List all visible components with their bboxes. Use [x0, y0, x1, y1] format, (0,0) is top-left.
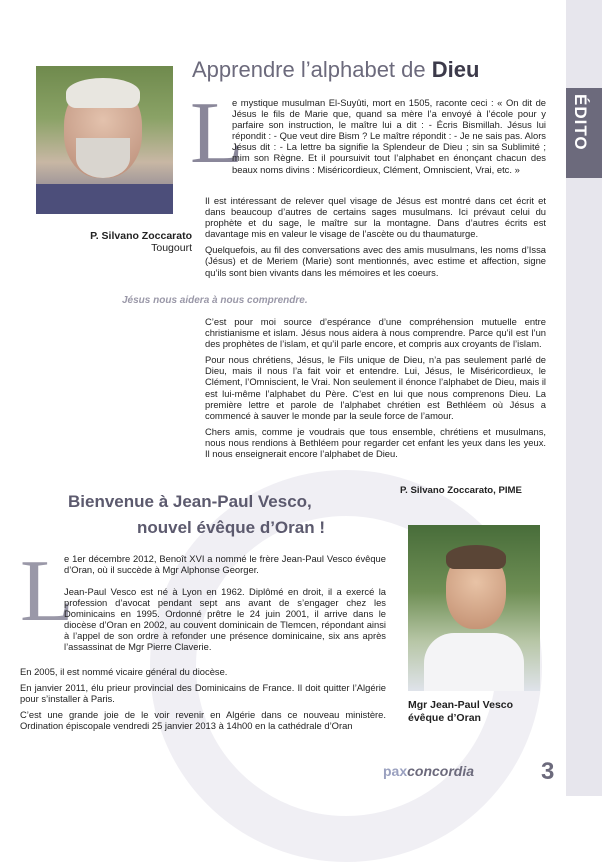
article2-para3: En 2005, il est nommé vicaire général du diocèse. — [20, 666, 228, 677]
page-number: 3 — [541, 758, 555, 785]
pull-quote: Jésus nous aidera à nous comprendre. — [122, 295, 308, 306]
bishop-photo-caption — [408, 699, 548, 725]
author-beard — [76, 138, 130, 178]
article2-dropcap: L — [20, 543, 74, 640]
logo-concordia: concordia — [407, 763, 475, 779]
article2-para2: Jean-Paul Vesco est né à Lyon en 1962. Diplômé en droit, il a exercé la profession d’avocat pendant sept ans avant de s’engager chez les Dominicains en 1995. Ordonné prêtre le 24 juin 2001, il arrive dans le diocèse d’Oran en 2002, au couvent dominicain de Tlemcen, répondant ainsi à l’appel de son ordre à refonder une présence dominicaine, six ans après l’assassinat de Mgr Pierre Claverie. — [64, 586, 386, 653]
section-tab — [566, 88, 602, 178]
magazine-logo — [383, 763, 474, 779]
author-caption-place: Tougourt — [151, 242, 192, 254]
author-photo-caption — [68, 230, 192, 254]
article2-intro — [64, 553, 386, 580]
article2-para5: C’est une grande joie de le voir revenir en Algérie dans ce nouveau ministère. Ordination épiscopale vendredi 25 janvier 2013 à 14h00 en la cathédrale d’Oran — [20, 709, 386, 732]
bishop-caption-name: Mgr Jean-Paul Vesco — [408, 699, 514, 711]
author-hair — [66, 78, 140, 108]
article1-para1: e mystique musulman El-Suyûti, mort en 1505, raconte ceci : « On dit de Jésus le fils de Marie que, quand sa mère l’a envoyé à l’école pour y parfaire son instruction, le maître lui a dit : - Écris Bismillah. Jésus lui répondit : - Que veut dire Bism ? Le maître répondit : - Je ne sais pas. Alors Jésus dit : - La lettre ba signifie la Splendeur de Dieu ; sin sa Sublimité ; mim son Règne. Et il poursuivit tout l’alphabet en énonçant chacun des beaux noms divins : Miséricordieux, Clément, Omniscient, Vrai, etc. » — [232, 97, 546, 175]
article1-signature: P. Silvano Zoccarato, PIME — [400, 485, 522, 496]
article1-dropcap: L — [190, 85, 244, 182]
article1-para3: Quelquefois, au fil des conversations avec des amis musulmans, les noms d’Issa (Jésus) et de Meriem (Marie) sont mentionnés, avec estime et affection, signe qu’ils sont bien vivants dans les mémoires et les coeurs. — [205, 244, 546, 278]
author-photo — [36, 66, 173, 214]
article1-body-top — [205, 195, 546, 283]
bishop-photo — [408, 525, 540, 691]
article2-title-line2: nouvel évêque d’Oran ! — [137, 518, 325, 537]
article1-para5: Pour nous chrétiens, Jésus, le Fils unique de Dieu, n’a pas seulement parlé de Dieu, mais il nous l’a fait voir et entendre. Lui, Jésus, le Miséricordieux, le Clément, l’Omniscient, le Vrai. Non seulement il énonce l’alphabet de Dieu, mais il est lui-même l’alphabet du Père. C’est en lui que nous comprenons Dieu. La première lettre et parole de l’alphabet chrétien est Bethléem où Jésus a commencé à sauver le monde par la seule force de l’amour. — [205, 354, 546, 421]
logo-pax: pax — [383, 763, 408, 779]
article1-title — [192, 57, 479, 83]
article2-title-line1: Bienvenue à Jean-Paul Vesco, — [68, 492, 312, 511]
article1-para6: Chers amis, comme je voudrais que tous ensemble, chrétiens et musulmans, nous nous rendions à Bethléem pour regarder cet enfant les yeux dans les yeux. Il nous enseignerait encore l’alphabet de Dieu. — [205, 425, 546, 460]
article1-para4: C’est pour moi source d’espérance d’une compréhension mutuelle entre christianisme et islam. Jésus nous aidera à nous comprendre. Parce qu’il est l’un des prophètes de l’islam, et qu’il parle encore, et compris aux croyants de l’islam. — [205, 316, 546, 350]
article2-body — [20, 666, 386, 736]
author-caption-name: P. Silvano Zoccarato — [90, 230, 192, 242]
article2-para2-block — [64, 586, 386, 658]
bishop-hair — [446, 545, 506, 569]
article1-intro — [232, 97, 546, 180]
article2-para1: e 1er décembre 2012, Benoît XVI a nommé le frère Jean-Paul Vesco évêque d’Oran, où il succède à Mgr Alphonse Georger. — [64, 553, 386, 576]
section-tab-label: ÉDITO — [571, 94, 590, 151]
article1-title-prefix: Apprendre l’alphabet de — [192, 57, 426, 82]
article1-para2: Il est intéressant de relever quel visage de Jésus est montré dans cet écrit et dans beaucoup d’autres de certains sages musulmans. Ici prévaut celui du prophète et du sage, le maître sur la montagne. Dans d’autres écrits est davantage mis en valeur le visage de l’ascète ou du thaumaturge. — [205, 195, 546, 240]
bishop-shirt — [424, 633, 524, 691]
article1-title-emph: Dieu — [431, 57, 480, 82]
bishop-caption-role: évêque d’Oran — [408, 712, 481, 724]
author-shirt — [36, 184, 173, 214]
article2-para4: En janvier 2011, élu prieur provincial des Dominicains de France. Il doit quitter l’Algérie pour s’installer à Paris. — [20, 682, 386, 705]
article1-body-bottom — [205, 316, 546, 464]
